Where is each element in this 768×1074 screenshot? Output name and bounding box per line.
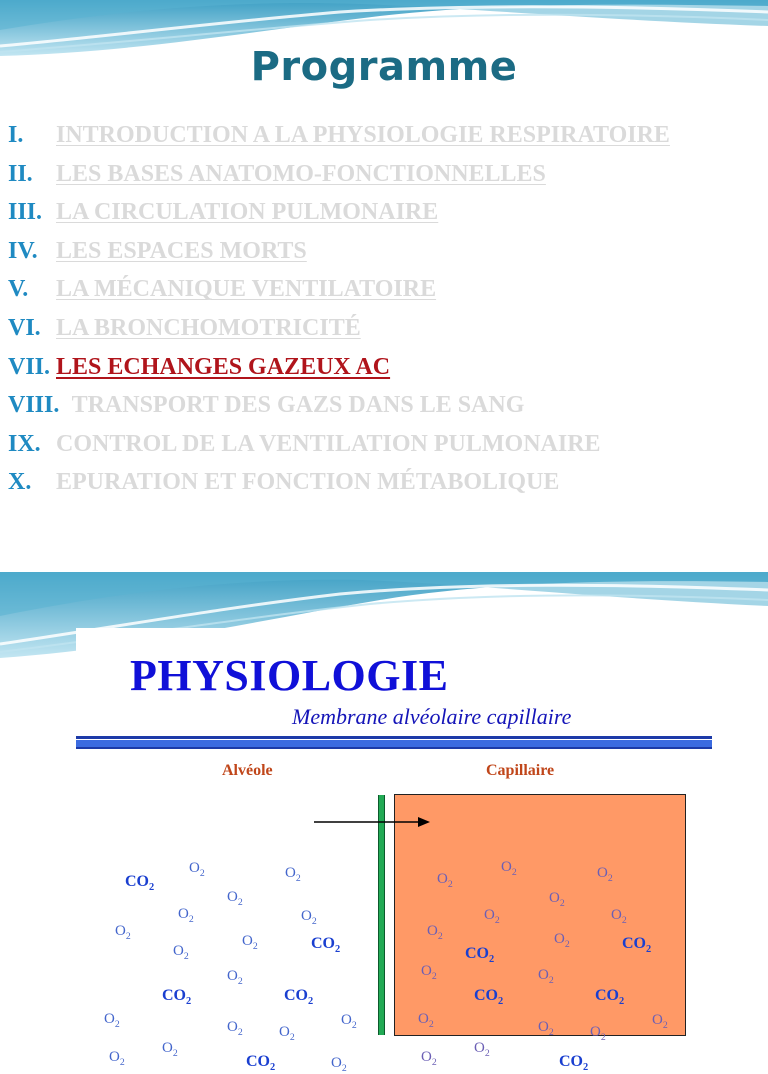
item-numeral: VII. (8, 353, 51, 380)
o2-molecule: $O_2$ (501, 859, 517, 878)
o2-molecule: $O_2$ (301, 908, 317, 927)
programme-item-7-active[interactable] (8, 348, 670, 387)
co2-molecule: $CO_2$ (622, 935, 652, 956)
capillaire-label: Capillaire (486, 762, 555, 779)
item-link-text[interactable]: LES BASES ANATOMO-FONCTIONNELLES (56, 160, 546, 187)
o2-molecule: $O_2$ (590, 1024, 606, 1043)
o2-molecule: $O_2$ (652, 1012, 668, 1031)
item-numeral: III. (8, 199, 43, 226)
capillary-region (394, 794, 686, 1036)
item-numeral: IX. (8, 430, 41, 457)
programme-item-10[interactable] (8, 463, 670, 502)
o2-molecule: $O_2$ (173, 943, 189, 962)
o2-molecule: $O_2$ (427, 923, 443, 942)
o2-molecule: $O_2$ (437, 871, 453, 890)
co2-molecule: $CO_2$ (595, 987, 625, 1008)
alveolar-membrane (378, 795, 385, 1035)
o2-molecule: $O_2$ (421, 963, 437, 982)
o2-molecule: $O_2$ (285, 865, 301, 884)
item-link-text[interactable]: LA BRONCHOMOTRICITÉ (56, 314, 361, 341)
o2-molecule: $O_2$ (418, 1011, 434, 1030)
o2-molecule: $O_2$ (474, 1040, 490, 1059)
item-link-text[interactable]: LES ECHANGES GAZEUX AC (56, 353, 391, 380)
co2-molecule: $CO_2$ (311, 935, 341, 956)
o2-molecule: $O_2$ (421, 1049, 437, 1068)
o2-molecule: $O_2$ (538, 1019, 554, 1038)
item-numeral: II. (8, 160, 33, 187)
programme-item-3[interactable] (8, 193, 670, 232)
title-divider (76, 740, 712, 747)
o2-molecule: $O_2$ (484, 907, 500, 926)
item-numeral: VIII. (8, 392, 60, 419)
co2-molecule: $CO_2$ (246, 1053, 276, 1074)
programme-item-6[interactable] (8, 309, 670, 348)
item-link-text[interactable]: EPURATION ET FONCTION MÉTABOLIQUE (56, 469, 560, 496)
o2-molecule: $O_2$ (538, 967, 554, 986)
o2-molecule: $O_2$ (279, 1024, 295, 1043)
item-link-text[interactable]: INTRODUCTION A LA PHYSIOLOGIE RESPIRATOIRE (56, 122, 670, 148)
programme-item-1[interactable] (8, 116, 670, 155)
programme-item-2[interactable] (8, 155, 670, 194)
co2-molecule: $CO_2$ (162, 987, 192, 1008)
programme-item-9[interactable] (8, 425, 670, 464)
diagram-title: PHYSIOLOGIE (130, 651, 449, 700)
slide-title: Programme (250, 44, 518, 90)
o2-molecule: $O_2$ (331, 1055, 347, 1074)
co2-molecule: $CO_2$ (474, 987, 504, 1008)
o2-molecule: $O_2$ (227, 1019, 243, 1038)
o2-molecule: $O_2$ (554, 931, 570, 950)
item-numeral: VI. (8, 314, 41, 341)
o2-molecule: $O_2$ (109, 1049, 125, 1068)
item-link-text[interactable]: LA CIRCULATION PULMONAIRE (56, 199, 439, 226)
item-numeral: X. (8, 469, 32, 496)
item-link-text[interactable]: CONTROL DE LA VENTILATION PULMONAIRE (56, 430, 601, 457)
co2-molecule: $CO_2$ (125, 873, 155, 894)
alveolar-capillary-diagram (76, 628, 712, 1074)
programme-item-5[interactable] (8, 270, 670, 309)
o2-molecule: $O_2$ (162, 1040, 178, 1059)
title-divider (76, 747, 712, 749)
o2-molecule: $O_2$ (597, 865, 613, 884)
diffusion-arrow-icon (314, 816, 430, 828)
co2-molecule: $CO_2$ (559, 1053, 589, 1074)
o2-molecule: $O_2$ (227, 968, 243, 987)
co2-molecule: $CO_2$ (284, 987, 314, 1008)
o2-molecule: $O_2$ (115, 923, 131, 942)
o2-molecule: $O_2$ (189, 860, 205, 879)
o2-molecule: $O_2$ (549, 890, 565, 909)
item-numeral: V. (8, 276, 29, 303)
co2-molecule: $CO_2$ (465, 945, 495, 966)
item-link-text[interactable]: LA MÉCANIQUE VENTILATOIRE (56, 276, 437, 303)
item-numeral: I. (8, 122, 24, 148)
o2-molecule: $O_2$ (104, 1011, 120, 1030)
o2-molecule: $O_2$ (341, 1012, 357, 1031)
title-divider (76, 736, 712, 739)
physiologie-slide (0, 572, 768, 1074)
item-link-text[interactable]: TRANSPORT DES GAZS DANS LE SANG (66, 392, 525, 419)
programme-list (8, 116, 670, 502)
item-link-text[interactable]: LES ESPACES MORTS (56, 237, 307, 264)
o2-molecule: $O_2$ (242, 933, 258, 952)
programme-item-8[interactable] (8, 386, 670, 425)
diagram-subtitle: Membrane alvéolaire capillaire (292, 704, 572, 729)
item-numeral: IV. (8, 237, 38, 264)
o2-molecule: $O_2$ (611, 907, 627, 926)
alveole-label: Alvéole (222, 762, 273, 779)
o2-molecule: $O_2$ (227, 889, 243, 908)
programme-item-4[interactable] (8, 232, 670, 271)
o2-molecule: $O_2$ (178, 906, 194, 925)
